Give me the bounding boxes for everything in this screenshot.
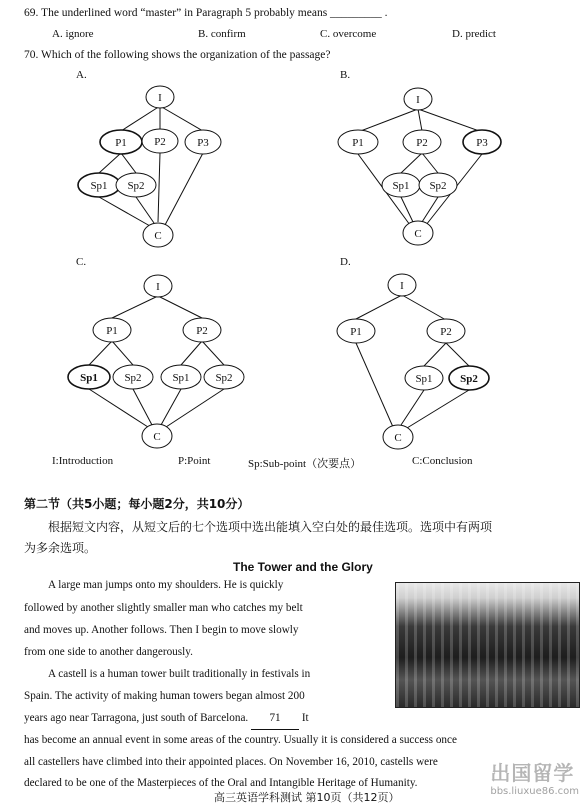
node-point-2: P2: [440, 326, 452, 338]
node-subpoint-2: Sp2: [124, 372, 142, 384]
passage-title: The Tower and the Glory: [233, 560, 373, 574]
watermark-logo: 出国留学: [490, 761, 575, 785]
passage-line: has become an annual event in some areas of the country. Usually it is considered a success once: [24, 734, 457, 746]
passage-line: all castellers have climbed into their appointed places. On November 16, 2010, castells were: [24, 756, 438, 768]
node-introduction: I: [416, 94, 420, 106]
node-point-1: P1: [350, 326, 362, 338]
castell-photo: [395, 582, 580, 708]
blank-71[interactable]: 71: [251, 708, 299, 730]
node-point-2: P2: [416, 137, 428, 149]
node-point-1: P1: [115, 137, 127, 149]
node-introduction: I: [158, 92, 162, 104]
node-conclusion: C: [414, 228, 422, 240]
section-instruction: 根据短文内容，从短文后的七个选项中选出能填入空白处的最佳选项。选项中有两项: [48, 520, 493, 534]
watermark: [490, 757, 579, 797]
watermark-url: bbs.liuxue86.com: [490, 786, 579, 797]
node-subpoint-1: Sp1: [415, 373, 433, 385]
passage-line: and moves up. Another follows. Then I begin to move slowly: [24, 624, 299, 636]
node-subpoint-2: Sp2: [215, 372, 233, 384]
node-subpoint-1: Sp1: [90, 180, 108, 192]
node-introduction: I: [400, 280, 404, 292]
node-subpoint-1: Sp1: [80, 372, 98, 384]
node-subpoint-1: Sp1: [392, 180, 410, 192]
node-conclusion: C: [153, 431, 161, 443]
passage-line: A large man jumps onto my shoulders. He is quickly: [48, 579, 284, 591]
node-point-3: P3: [197, 137, 209, 149]
node-subpoint-2: Sp2: [127, 180, 145, 192]
node-conclusion: C: [154, 230, 162, 242]
node-point-2: P2: [154, 136, 166, 148]
passage-line: [24, 708, 309, 730]
node-point-3: P3: [476, 137, 488, 149]
q69-stem: 69. The underlined word “master” in Paragraph 5 probably means _________ .: [24, 7, 388, 19]
legend-introduction: I:Introduction: [52, 455, 114, 467]
option-c-label: C.: [76, 256, 87, 268]
passage-line-text: It: [301, 712, 309, 724]
legend-conclusion: C:Conclusion: [412, 455, 473, 467]
node-conclusion: C: [394, 432, 402, 444]
option-a-label: A.: [76, 69, 87, 81]
node-point-2: P2: [196, 325, 208, 337]
node-subpoint-2: Sp2: [429, 180, 447, 192]
section-instruction-cont: 为多余选项。: [24, 541, 97, 555]
legend-point: P:Point: [178, 455, 211, 467]
option-d-label: D.: [340, 256, 351, 268]
q70-stem: 70. Which of the following shows the organization of the passage?: [24, 49, 331, 61]
q69-option-d: D. predict: [452, 28, 496, 40]
node-point-1: P1: [352, 137, 364, 149]
diagram-c: [68, 275, 244, 448]
passage-line-text: years ago near Tarragona, just south of Barcelona.: [24, 712, 249, 724]
node-introduction: I: [156, 281, 160, 293]
passage-line: declared to be one of the Masterpieces of the Oral and Intangible Heritage of Humanity.: [24, 777, 418, 789]
passage-line: Spain. The activity of making human towers began almost 200: [24, 690, 305, 702]
passage-line: from one side to another dangerously.: [24, 646, 193, 658]
passage-line: followed by another slightly smaller man who catches my belt: [24, 602, 303, 614]
q69-option-a: A. ignore: [52, 28, 94, 40]
node-subpoint-1: Sp1: [172, 372, 190, 384]
diagram-a: [78, 86, 221, 247]
legend-subpoint: Sp:Sub-point（次要点）: [248, 458, 362, 470]
page-footer: 高三英语学科测试 第10页（共12页）: [214, 791, 400, 804]
section-heading: 第二节（共5小题；每小题2分，共10分）: [24, 497, 250, 511]
diagram-d: [337, 274, 489, 449]
option-b-label: B.: [340, 69, 351, 81]
node-subpoint-2: Sp2: [460, 373, 478, 385]
passage-line: A castell is a human tower built traditionally in festivals in: [48, 668, 311, 680]
q69-option-b: B. confirm: [198, 28, 246, 40]
node-point-1: P1: [106, 325, 118, 337]
diagram-b: [338, 88, 501, 245]
q69-option-c: C. overcome: [320, 28, 377, 40]
